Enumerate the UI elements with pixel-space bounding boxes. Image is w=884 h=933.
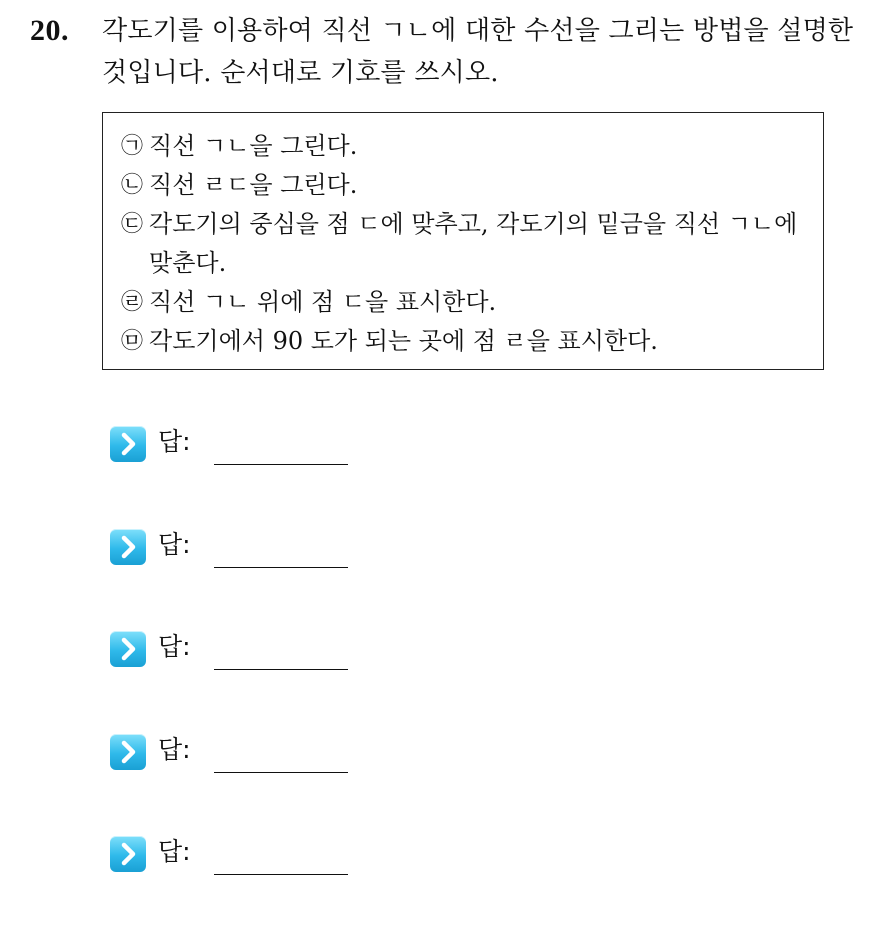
question-text: 각도기를 이용하여 직선 ㄱㄴ에 대한 수선을 그리는 방법을 설명한 것입니다. 순서대로 기호를 쓰시오. bbox=[102, 16, 854, 88]
chevron-right-icon bbox=[110, 734, 146, 770]
option-marker: ㉣ bbox=[121, 290, 144, 315]
options-box bbox=[102, 112, 824, 370]
chevron-right-icon bbox=[110, 529, 146, 565]
option-item bbox=[121, 283, 805, 322]
answer-blank[interactable] bbox=[214, 874, 348, 875]
answer-blank[interactable] bbox=[214, 772, 348, 773]
answer-row bbox=[110, 728, 410, 831]
option-text: 각도기에서 90 도가 되는 곳에 점 ㄹ을 표시한다. bbox=[149, 327, 658, 355]
answer-label: 답: bbox=[158, 427, 191, 456]
answer-label: 답: bbox=[158, 529, 191, 559]
option-item bbox=[121, 322, 805, 361]
option-item bbox=[121, 127, 805, 166]
answer-row bbox=[110, 420, 410, 523]
chevron-right-icon bbox=[110, 631, 146, 667]
answer-label: 답: bbox=[158, 837, 191, 866]
option-marker: ㉠ bbox=[121, 134, 144, 159]
option-marker: ㉢ bbox=[121, 212, 144, 237]
option-marker: ㉡ bbox=[121, 173, 144, 198]
answer-list bbox=[110, 420, 410, 933]
answer-blank[interactable] bbox=[214, 464, 348, 465]
chevron-right-icon bbox=[110, 836, 146, 872]
answer-row bbox=[110, 625, 410, 728]
chevron-right-icon bbox=[110, 426, 146, 462]
answer-label: 답: bbox=[158, 632, 191, 661]
option-text: 직선 ㄱㄴ 위에 점 ㄷ을 표시한다. bbox=[149, 288, 497, 316]
option-marker: ㉤ bbox=[121, 329, 144, 354]
answer-row bbox=[110, 830, 410, 933]
option-text: 직선 ㄱㄴ을 그린다. bbox=[149, 132, 358, 160]
question-number: 20. bbox=[30, 14, 69, 47]
option-item bbox=[121, 166, 805, 205]
answer-row bbox=[110, 523, 410, 626]
answer-blank[interactable] bbox=[214, 567, 348, 568]
option-item bbox=[121, 205, 805, 283]
answer-blank[interactable] bbox=[214, 669, 348, 670]
option-text: 직선 ㄹㄷ을 그린다. bbox=[149, 171, 358, 199]
option-text: 각도기의 중심을 점 ㄷ에 맞추고, 각도기의 밑금을 직선 ㄱㄴ에 맞춘다. bbox=[149, 210, 798, 277]
answer-label: 답: bbox=[158, 734, 191, 764]
